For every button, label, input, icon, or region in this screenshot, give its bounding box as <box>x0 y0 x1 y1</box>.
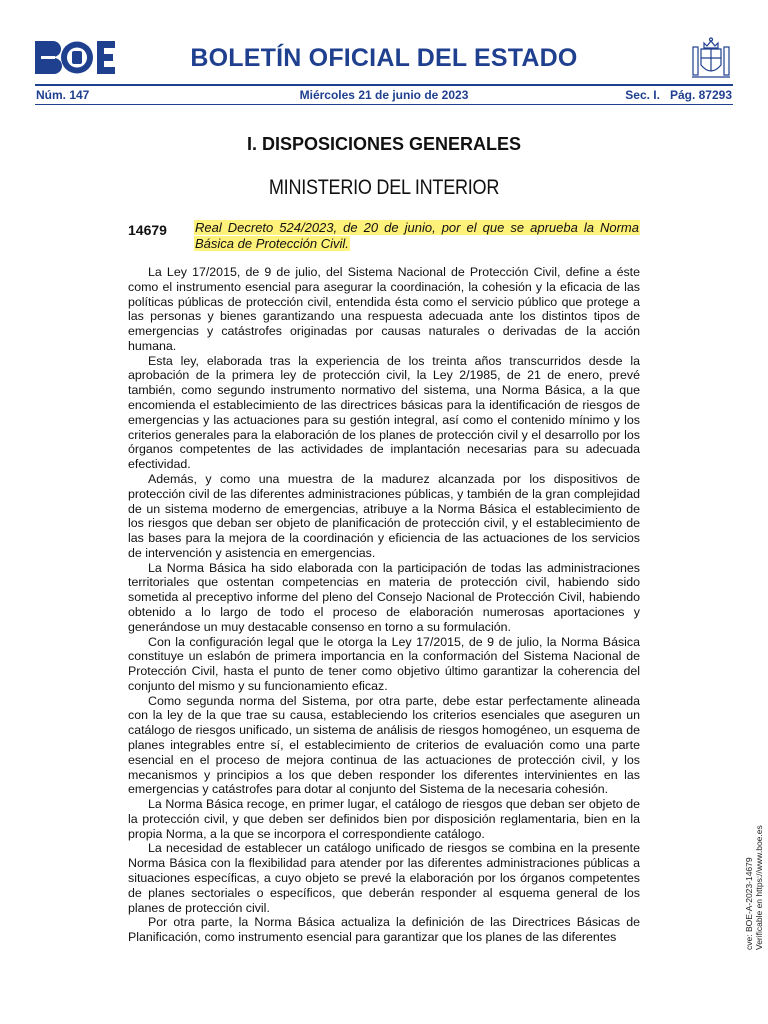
paragraph: La necesidad de establecer un catálogo unificado de riesgos se combina en la presente Norma Básica con la flexibilidad para atender por las diferentes administraciones públicas a situaciones específicas, a cuyo objeto se prevé la elaboración por los órganos competentes de planes sectoriales o específicos, que deberán responder al esquema general de los planes de protección civil. <box>128 841 640 915</box>
document-body <box>128 265 640 945</box>
verify-link[interactable]: Verificable en https://www.boe.es <box>754 825 764 950</box>
disposition-number: 14679 <box>128 222 167 238</box>
paragraph: La Norma Básica recoge, en primer lugar, el catálogo de riesgos que deban ser objeto de la protección civil, y que deben ser definidos bien por disposición reglamentaria, bien en la propia Norma, a la que se incorpora el correspondiente catálogo. <box>128 797 640 841</box>
paragraph: Como segunda norma del Sistema, por otra parte, debe estar perfectamente alineada con la ley de la que trae su causa, estableciendo los criterios esenciales que aseguren un catálogo de riesgos unificado, un sistema de análisis de riesgos homogéneo, un esquema de planes integrables entre sí, el establecimiento de criterios de evaluación como una parte esencial en el proceso de mejora continua de las actuaciones de protección civil, y los mecanismos y principios a los que deben responder los diferentes intervinientes en las emergencias y catástrofes para dotar al conjunto del Sistema de la necesaria cohesión. <box>128 693 640 797</box>
paragraph: La Ley 17/2015, de 9 de julio, del Sistema Nacional de Protección Civil, define a éste como el instrumento esencial para asegurar la coordinación, la cohesión y la eficacia de las políticas públicas de protección civil, entendida ésta como el servicio público que protege a las personas y bienes garantizando una respuesta adecuada ante los distintos tipos de emergencias y catástrofes originadas por causas naturales o derivadas de la acción humana. <box>128 265 640 353</box>
disposition-title-text: Real Decreto 524/2023, de 20 de junio, por el que se aprueba la Norma Básica de Protección Civil. <box>195 220 639 251</box>
issue-number: Núm. 147 <box>36 88 90 102</box>
spain-coat-of-arms-icon <box>689 37 733 81</box>
ministry-title: MINISTERIO DEL INTERIOR <box>268 176 500 199</box>
verification-sidebar <box>744 825 764 950</box>
header-rule <box>35 84 733 86</box>
paragraph: Por otra parte, la Norma Básica actualiza la definición de las Directrices Básicas de Planificación, como instrumento esencial para garantizar que los planes de las diferentes <box>128 915 640 945</box>
section-title: I. DISPOSICIONES GENERALES <box>246 134 522 154</box>
paragraph: Esta ley, elaborada tras la experiencia de los treinta años transcurridos desde la aprobación de la primera ley de protección civil, la Ley 2/1985, de 21 de enero, prevé también, como segundo instrumento normativo del sistema, una Norma Básica, a la que encomienda el establecimiento de las directrices básicas para la identificación de riesgos de emergencias y las actuaciones para su gestión integral, así como el contenido mínimo y los criterios generales para la elaboración de los planes de protección civil y el desarrollo por los órganos competentes de las actividades de implantación necesarias para su adecuada efectividad. <box>128 353 640 472</box>
disposition-title <box>194 220 640 252</box>
masthead-title: BOLETÍN OFICIAL DEL ESTADO <box>190 44 578 72</box>
section-page: Sec. I. Pág. 87293 <box>625 88 732 102</box>
issue-date: Miércoles 21 de junio de 2023 <box>299 88 469 102</box>
paragraph: Con la configuración legal que le otorga la Ley 17/2015, de 9 de julio, la Norma Básica constituye un eslabón de primera importancia en la conformación del Sistema Nacional de Protección Civil, hasta el punto de tener como objetivo último garantizar la coherencia del conjunto del mismo y su funcionamiento eficaz. <box>128 634 640 693</box>
header-rule-bottom <box>35 104 733 105</box>
paragraph: Además, y como una muestra de la madurez alcanzada por los dispositivos de protección civil de las diferentes administraciones públicas, y también de la gran complejidad de un sistema moderno de emergencias, atribuye a la Norma Básica el establecimiento de los riesgos que deban ser objeto de planificación de protección civil, y el establecimiento de las bases para la mejora de la coordinación y eficiencia de las actuaciones de los servicios de intervención y asistencia en emergencias. <box>128 471 640 560</box>
paragraph: La Norma Básica ha sido elaborada con la participación de todas las administraciones territoriales que ostentan competencias en materia de protección civil, habiendo sido sometida al preceptivo informe del pleno del Consejo Nacional de Protección Civil, habiendo obtenido a lo largo de todo el proceso de elaboración numerosas aportaciones y generándose un muy destacable consenso en torno a su formulación. <box>128 560 640 634</box>
cve-code: cve: BOE-A-2023-14679 <box>744 857 754 950</box>
